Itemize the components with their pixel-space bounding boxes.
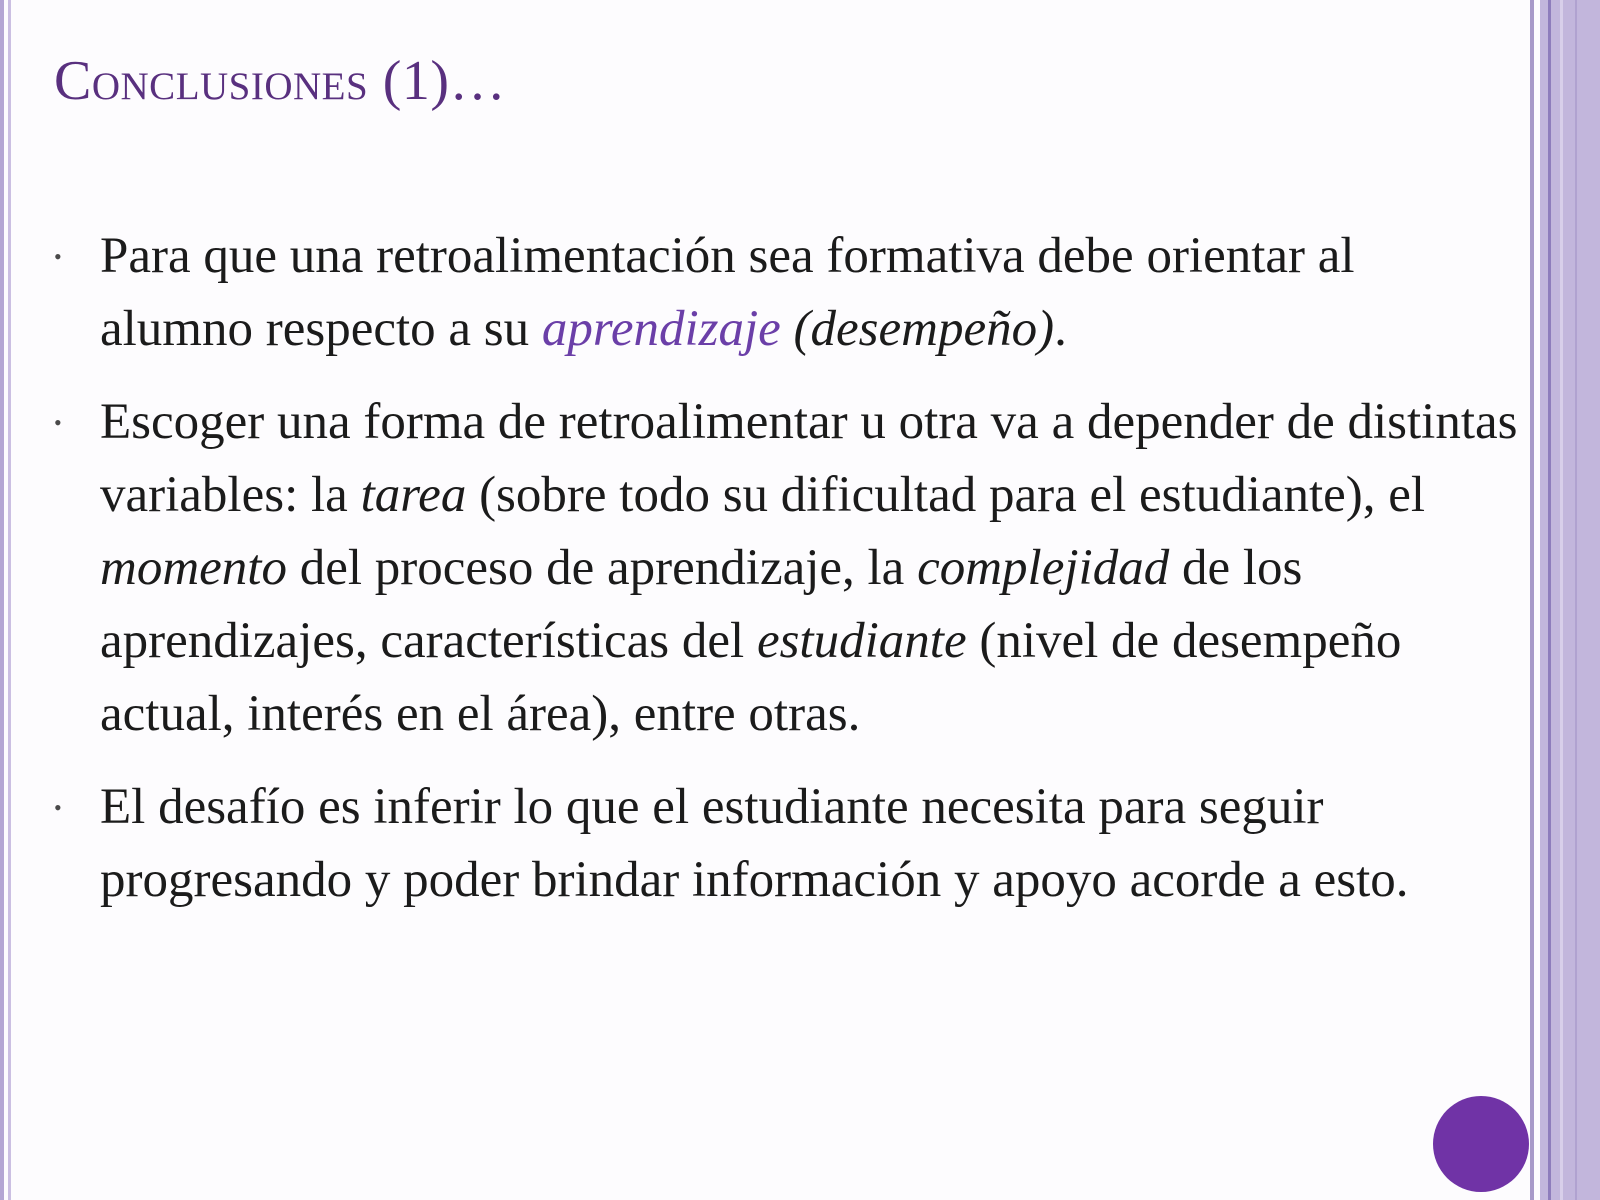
bullet-text: El desafío es inferir lo que el estudiante necesita para seguir progresando y poder brindar información y apoyo acorde a esto. bbox=[100, 779, 1409, 908]
bullet-item bbox=[50, 386, 1520, 751]
bullet-text: de los aprendizajes, características del bbox=[100, 540, 1303, 669]
right-border-stripe bbox=[1560, 0, 1563, 1200]
bullet-dot: • bbox=[54, 410, 62, 435]
bullet-item bbox=[50, 220, 1520, 366]
emphasis-text: tarea bbox=[360, 467, 467, 523]
bullet-text: Escoger una forma de retroalimentar u otra va a depender de distintas variables: la bbox=[100, 394, 1518, 523]
emphasis-text: aprendizaje bbox=[541, 301, 781, 357]
right-border-stripe bbox=[1575, 0, 1577, 1200]
bullet-dot: • bbox=[54, 795, 62, 820]
bullet-text: . bbox=[1054, 301, 1067, 357]
right-border-stripe bbox=[1548, 0, 1551, 1200]
bullet-text: del proceso de aprendizaje, la bbox=[286, 540, 918, 596]
emphasis-text: (desempeño) bbox=[793, 301, 1055, 357]
left-border-stripe bbox=[8, 0, 11, 1200]
bullet-list bbox=[50, 220, 1520, 937]
bullet-text: (nivel de desempeño actual, interés en el área), entre otras. bbox=[100, 613, 1402, 742]
right-border-stripe bbox=[1530, 0, 1534, 1200]
bullet-dot: • bbox=[54, 244, 62, 269]
slide-title: Conclusiones (1)… bbox=[54, 50, 506, 112]
emphasis-text: estudiante bbox=[756, 613, 967, 669]
emphasis-text: complejidad bbox=[917, 540, 1170, 596]
bullet-text bbox=[781, 301, 794, 357]
left-border-stripe bbox=[0, 0, 4, 1200]
emphasis-text: momento bbox=[100, 540, 287, 596]
decorative-circle bbox=[1433, 1096, 1529, 1192]
bullet-item bbox=[50, 771, 1520, 917]
bullet-text: (sobre todo su dificultad para el estudiante), el bbox=[466, 467, 1426, 523]
bullet-text: Para que una retroalimentación sea formativa debe orientar al alumno respecto a su bbox=[100, 228, 1355, 357]
